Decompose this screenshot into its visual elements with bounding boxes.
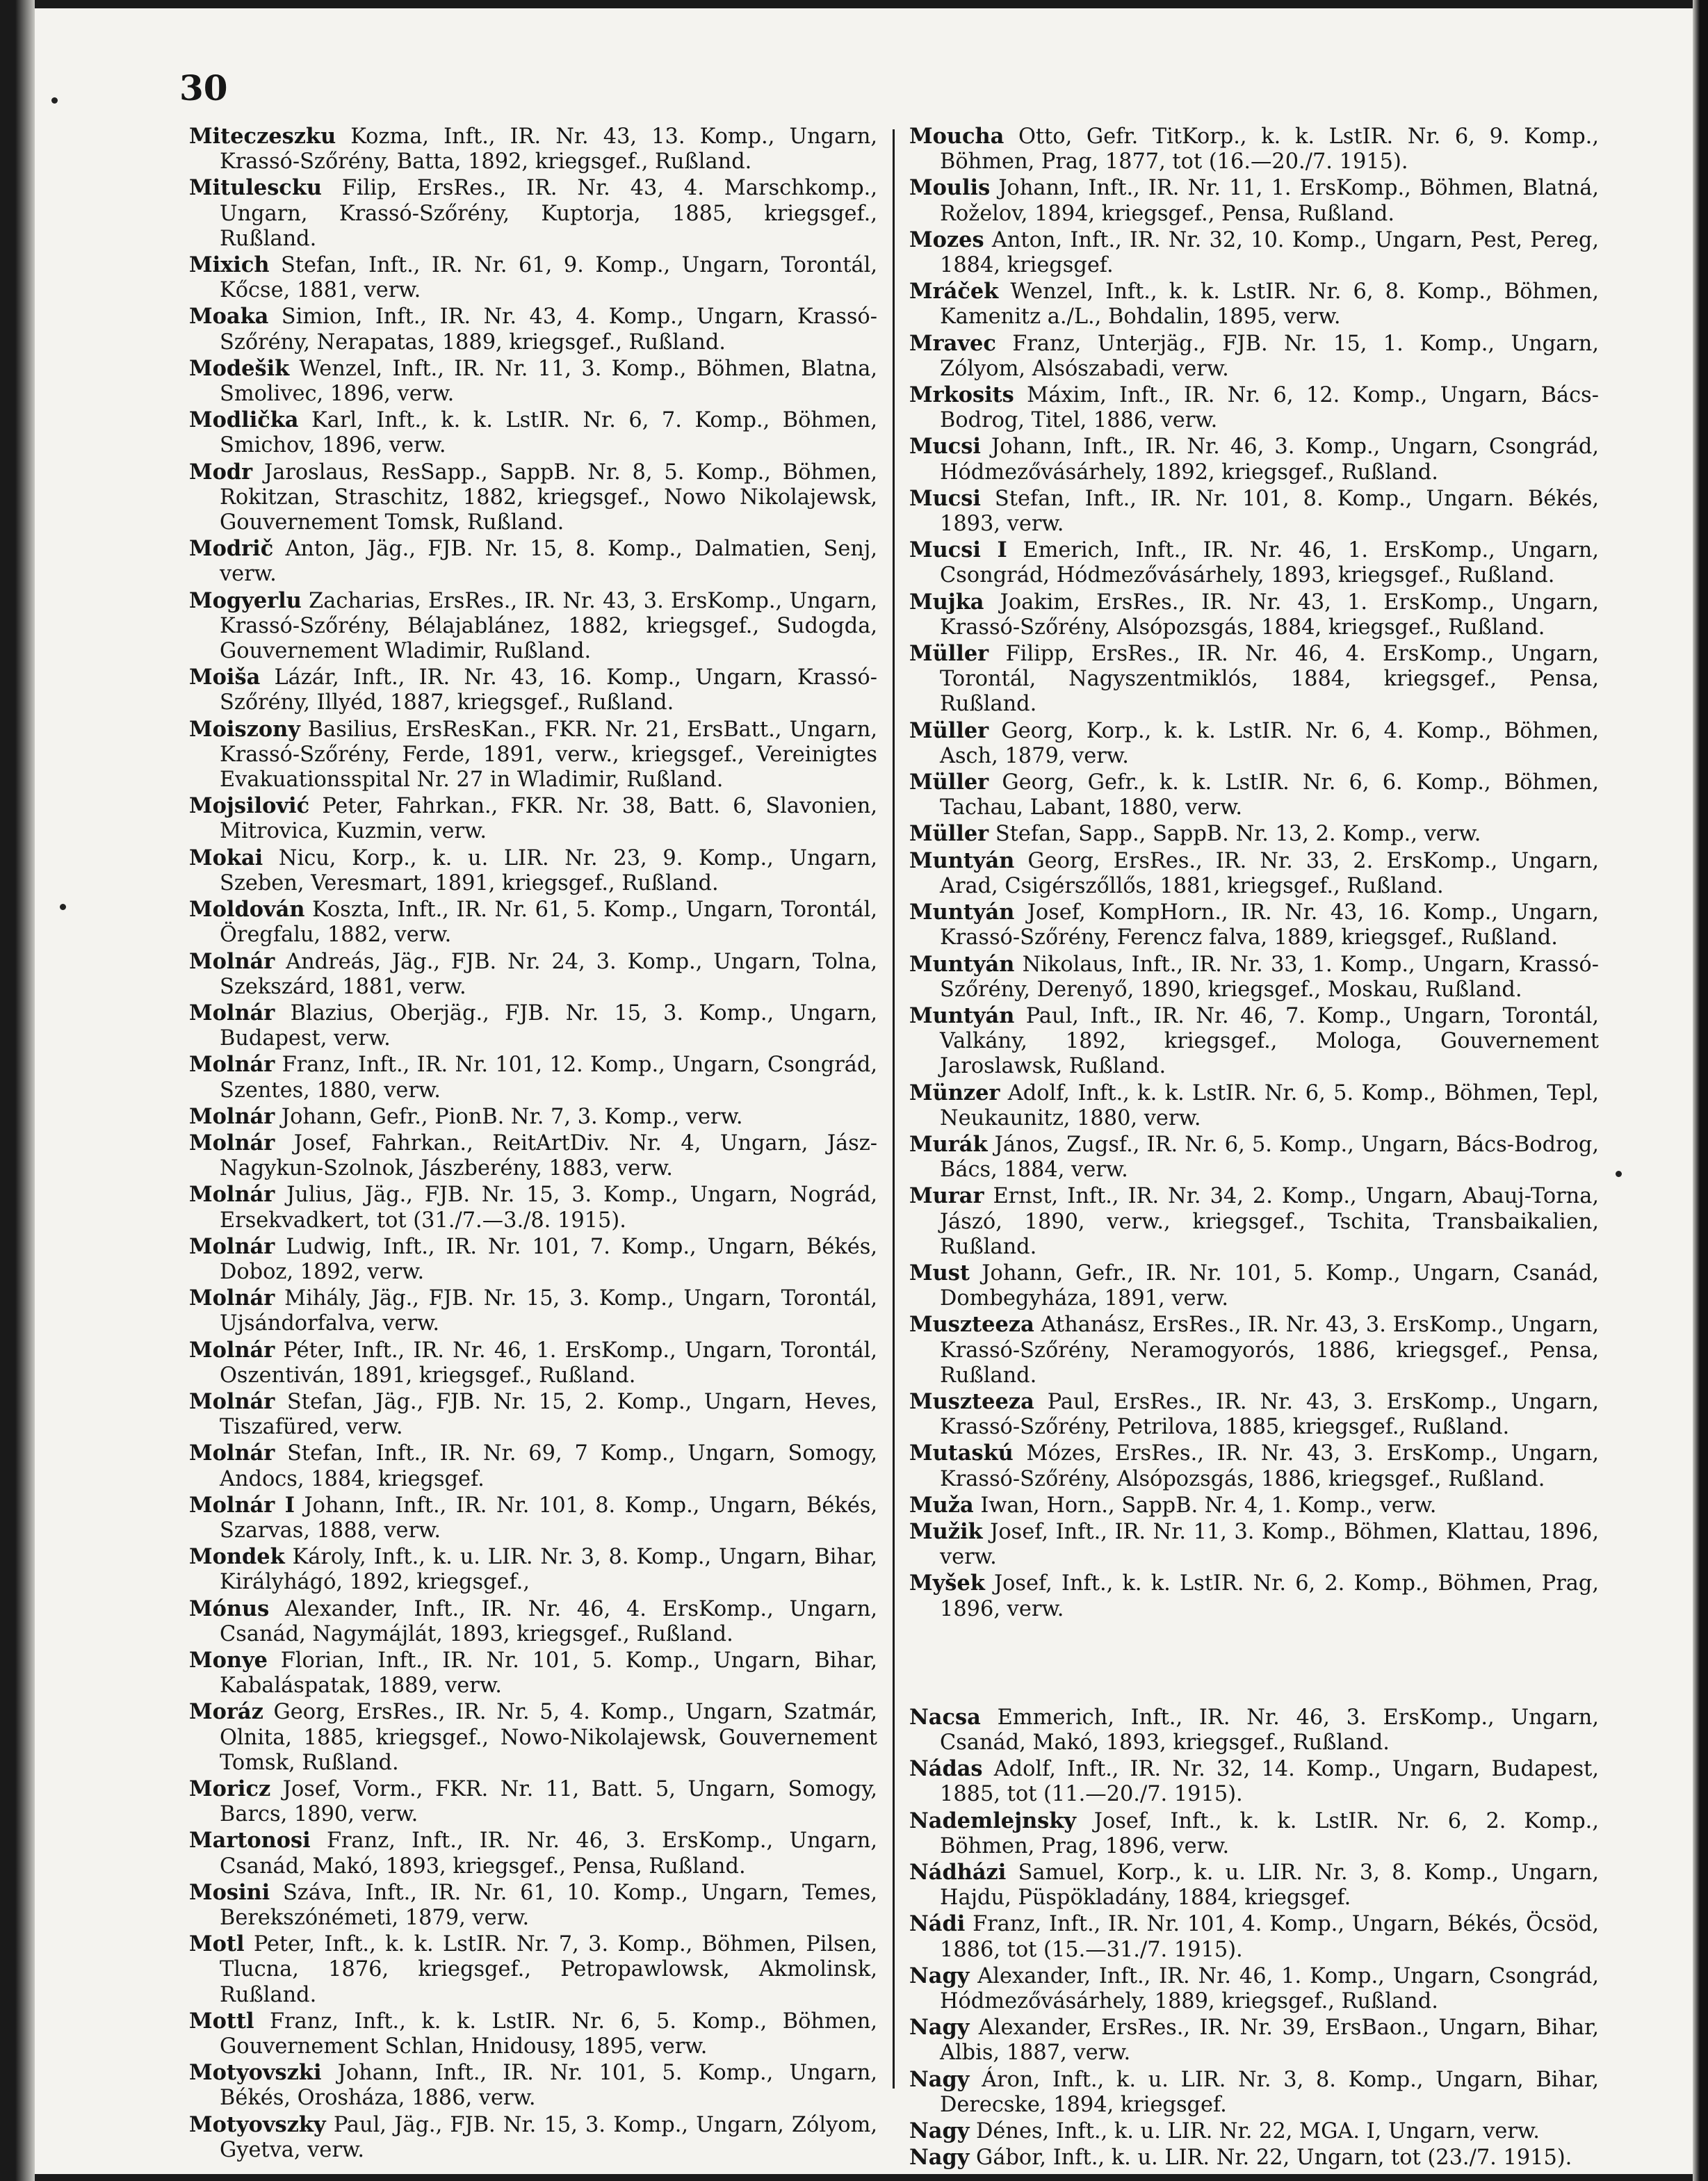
column-divider (893, 129, 895, 2089)
entry-surname: Modešik (189, 355, 290, 381)
right-column (909, 124, 1599, 2171)
entry-surname: Müller (909, 770, 989, 795)
entry-details: Georg, ErsRes., IR. Nr. 5, 4. Komp., Ungarn, Szatmár, Olnita, 1885, kriegsgef., Nowo-Nikolajewsk, Gouvernement Tomsk, Rußland. (220, 1700, 877, 1775)
entry-details: Peter, Fahrkan., FKR. Nr. 38, Batt. 6, Slavonien, Mitrovica, Kuzmin, verw. (220, 794, 877, 844)
entry-surname: Muntyán (909, 900, 1015, 925)
register-entry (189, 717, 877, 793)
entry-details: Johann, Gefr., IR. Nr. 101, 5. Komp., Ungarn, Csanád, Dombegyháza, 1891, verw. (940, 1260, 1599, 1311)
entry-surname: Moaka (189, 304, 269, 330)
entry-details: Joakim, ErsRes., IR. Nr. 43, 1. ErsKomp., Ungarn, Krassó-Szőrény, Alsópozsgás, 1884, kriegsgef., Rußland. (940, 590, 1599, 640)
entry-details: Emmerich, Inft., IR. Nr. 46, 3. ErsKomp., Ungarn, Csanád, Makó, 1893, kriegsgef., Rußland. (940, 1705, 1599, 1755)
entry-surname: Molnár (189, 1130, 275, 1156)
entry-surname: Molnár (189, 1052, 275, 1078)
entry-details: Samuel, Korp., k. u. LIR. Nr. 3, 8. Komp., Ungarn, Hajdu, Püspökladány, 1884, kriegsgef. (940, 1860, 1599, 1911)
entry-surname: Nádi (909, 1911, 966, 1937)
entry-surname: Mojsilović (189, 793, 310, 819)
register-entry (189, 2112, 877, 2163)
entry-surname: Molnár (189, 1337, 275, 1363)
register-entry (189, 1596, 877, 1647)
register-entry (189, 1828, 877, 1879)
register-entry (909, 770, 1599, 820)
register-entry (909, 1571, 1599, 1621)
entry-surname: Muntyán (909, 848, 1015, 873)
entry-surname: Mráček (909, 279, 999, 305)
entry-details: Iwan, Horn., SappB. Nr. 4, 1. Komp., verw. (973, 1493, 1437, 1518)
entry-surname: Nagy (909, 1963, 970, 1988)
register-entry (189, 536, 877, 587)
entry-surname: Müller (909, 821, 989, 847)
entry-surname: Muža (909, 1492, 974, 1518)
entry-surname: Moiszony (189, 716, 300, 742)
entry-details: Wenzel, Inft., k. k. LstIR. Nr. 6, 8. Komp., Böhmen, Kamenitz a./L., Bohdalin, 1895, verw. (940, 279, 1599, 330)
entry-surname: Nádházi (909, 1860, 1007, 1885)
page-number: 30 (179, 67, 228, 108)
entry-surname: Mónus (189, 1596, 270, 1621)
register-entry (909, 227, 1599, 278)
entry-details: Basilius, ErsResKan., FKR. Nr. 21, ErsBatt., Ungarn, Krassó-Szőrény, Ferde, 1891, verw., kriegsgef., Vereinigtes Evakuationsspital Nr. 27 in Wladimir, Rußland. (220, 717, 877, 793)
register-entry (189, 304, 877, 355)
entry-surname: Modrič (189, 536, 274, 562)
entry-surname: Nádas (909, 1756, 983, 1782)
register-entry (189, 2060, 877, 2111)
left-column (189, 124, 877, 2164)
register-entry (909, 1260, 1599, 1311)
entry-details: Andreás, Jäg., FJB. Nr. 24, 3. Komp., Ungarn, Tolna, Szekszárd, 1881, verw. (220, 949, 877, 999)
register-entry (189, 1000, 877, 1051)
entry-details: Franz, Inft., k. k. LstIR. Nr. 6, 5. Komp., Böhmen, Gouvernement Schlan, Hnidousy, 1895, verw. (220, 2009, 877, 2059)
register-entry (909, 1003, 1599, 1080)
entry-surname: Mosini (189, 1879, 270, 1905)
entry-surname: Nacsa (909, 1704, 981, 1730)
register-entry (909, 434, 1599, 485)
entry-surname: Mondek (189, 1544, 285, 1570)
entry-surname: Mutaskú (909, 1441, 1014, 1466)
entry-surname: Nagy (909, 2118, 970, 2144)
entry-details: Máxim, Inft., IR. Nr. 6, 12. Komp., Ungarn, Bács-Bodrog, Titel, 1886, verw. (940, 383, 1599, 433)
register-entry (189, 175, 877, 252)
register-entry (189, 124, 877, 175)
scan-speck (51, 97, 58, 104)
entry-surname: Molnár I (189, 1492, 295, 1518)
entry-details: Paul, Jäg., FJB. Nr. 15, 3. Komp., Ungarn, Zólyom, Gyetva, verw. (220, 2112, 877, 2162)
register-entry (189, 252, 877, 303)
scan-edge-top (0, 0, 1708, 8)
entry-surname: Mrkosits (909, 382, 1014, 408)
entry-surname: Moucha (909, 124, 1005, 149)
entry-surname: Murar (909, 1183, 984, 1209)
entry-details: Wenzel, Inft., IR. Nr. 11, 3. Komp., Böhmen, Blatna, Smolivec, 1896, verw. (220, 356, 877, 407)
register-entry (909, 2015, 1599, 2066)
register-entry (189, 356, 877, 407)
scan-edge-right (1693, 0, 1708, 2181)
register-entry (189, 1234, 877, 1285)
entry-surname: Mogyerlu (189, 587, 302, 613)
entry-surname: Murák (909, 1131, 988, 1157)
register-entry (909, 1808, 1599, 1859)
entry-surname: Moldován (189, 897, 305, 923)
entry-surname: Must (909, 1260, 970, 1286)
entry-details: Jaroslaus, ResSapp., SappB. Nr. 8, 5. Komp., Böhmen, Rokitzan, Straschitz, 1882, kriegsgef., Nowo Nikolajewsk, Gouvernement Tomsk, Rußland. (220, 460, 877, 535)
entry-details: Lázár, Inft., IR. Nr. 43, 16. Komp., Ungarn, Krassó-Szőrény, Illyéd, 1887, kriegsgef., Rußland. (220, 665, 877, 715)
entry-details: Ernst, Inft., IR. Nr. 34, 2. Komp., Ungarn, Abauj-Torna, Jászó, 1890, verw., kriegsgef., Tschita, Transbaikalien, Rußland. (940, 1184, 1599, 1259)
entry-details: Mózes, ErsRes., IR. Nr. 43, 3. ErsKomp., Ungarn, Krassó-Szőrény, Alsópozsgás, 1886, kriegsgef., Rußland. (940, 1441, 1599, 1491)
entry-surname: Mucsi (909, 434, 981, 460)
entry-surname: Mucsi I (909, 537, 1007, 563)
entry-surname: Modr (189, 459, 253, 485)
register-entry (909, 331, 1599, 382)
entry-details: János, Zugsf., IR. Nr. 6, 5. Komp., Ungarn, Bács-Bodrog, Bács, 1884, verw. (940, 1132, 1599, 1183)
entry-surname: Modlička (189, 407, 299, 433)
register-entry (189, 1648, 877, 1698)
entry-details: Ludwig, Inft., IR. Nr. 101, 7. Komp., Ungarn, Békés, Doboz, 1892, verw. (220, 1234, 877, 1284)
entry-details: Johann, Gefr., PionB. Nr. 7, 3. Komp., verw. (275, 1104, 743, 1129)
entry-details: Julius, Jäg., FJB. Nr. 15, 3. Komp., Ungarn, Nográd, Ersekvadkert, tot (31./7.—3./8. 1915). (220, 1183, 877, 1233)
entry-details: Franz, Inft., IR. Nr. 101, 12. Komp., Ungarn, Csongrád, Szentes, 1880, verw. (220, 1053, 877, 1103)
register-entry (909, 1389, 1599, 1440)
entry-details: Gábor, Inft., k. u. LIR. Nr. 22, Ungarn, tot (23./7. 1915). (969, 2146, 1572, 2171)
entry-surname: Nademlejnsky (909, 1808, 1077, 1833)
entry-surname: Moulis (909, 175, 991, 201)
entry-surname: Mravec (909, 330, 996, 356)
entry-details: Otto, Gefr. TitKorp., k. k. LstIR. Nr. 6, 9. Komp., Böhmen, Prag, 1877, tot (16.—20./7. 1915). (940, 124, 1599, 175)
entry-details: Filip, ErsRes., IR. Nr. 43, 4. Marschkomp., Ungarn, Krassó-Szőrény, Kuptorja, 1885, kriegsgef., Rußland. (220, 176, 877, 251)
register-entry (909, 486, 1599, 537)
entry-details: Georg, Korp., k. k. LstIR. Nr. 6, 4. Komp., Böhmen, Asch, 1879, verw. (940, 718, 1599, 768)
entry-details: Florian, Inft., IR. Nr. 101, 5. Komp., Ungarn, Bihar, Kabaláspatak, 1889, verw. (220, 1648, 877, 1698)
entry-details: Johann, Inft., IR. Nr. 101, 5. Komp., Ungarn, Békés, Orosháza, 1886, verw. (220, 2061, 877, 2111)
register-entry (189, 665, 877, 715)
entry-details: Karl, Inft., k. k. LstIR. Nr. 6, 7. Komp., Böhmen, Smichov, 1896, verw. (220, 408, 877, 458)
entry-surname: Muszteeza (909, 1388, 1034, 1414)
entry-details: Stefan, Inft., IR. Nr. 69, 7 Komp., Ungarn, Somogy, Andocs, 1884, kriegsgef. (220, 1441, 877, 1491)
entry-surname: Martonosi (189, 1828, 311, 1854)
entry-surname: Molnár (189, 1388, 275, 1414)
register-entry (909, 641, 1599, 717)
register-entry (909, 1312, 1599, 1388)
register-entry (909, 848, 1599, 899)
entry-details: Nicu, Korp., k. u. LIR. Nr. 23, 9. Komp., Ungarn, Szeben, Veresmart, 1891, kriegsgef., Rußland. (220, 845, 877, 895)
register-entry (909, 382, 1599, 433)
entry-details: Péter, Inft., IR. Nr. 46, 1. ErsKomp., Ungarn, Torontál, Oszentiván, 1891, kriegsgef., Rußland. (220, 1338, 877, 1388)
entry-details: Anton, Inft., IR. Nr. 32, 10. Komp., Ungarn, Pest, Pereg, 1884, kriegsgef. (940, 227, 1599, 278)
register-entry (189, 1182, 877, 1233)
scan-speck (1616, 1171, 1622, 1177)
entry-details: Alexander, Inft., IR. Nr. 46, 4. ErsKomp., Ungarn, Csanád, Nagymájlát, 1893, kriegsgef., Rußland. (220, 1596, 877, 1646)
register-entry (909, 1080, 1599, 1131)
entry-surname: Mitulescku (189, 175, 322, 201)
register-entry (909, 1183, 1599, 1260)
register-entry (189, 793, 877, 844)
entry-details: Anton, Jäg., FJB. Nr. 15, 8. Komp., Dalmatien, Senj, verw. (220, 537, 877, 587)
entry-surname: Nagy (909, 2145, 970, 2171)
entry-surname: Moiša (189, 665, 261, 690)
entry-details: Filipp, ErsRes., IR. Nr. 46, 4. ErsKomp., Ungarn, Torontál, Nagyszentmiklós, 1884, kriegsgef., Pensa, Rußland. (940, 642, 1599, 717)
entry-details: Kozma, Inft., IR. Nr. 43, 13. Komp., Ungarn, Krassó-Szőrény, Batta, 1892, kriegsgef., Rußland. (220, 124, 877, 175)
register-entry (909, 537, 1599, 588)
register-entry (909, 175, 1599, 226)
entry-details: Josef, Vorm., FKR. Nr. 11, Batt. 5, Ungarn, Somogy, Barcs, 1890, verw. (220, 1777, 877, 1827)
register-entry (189, 407, 877, 458)
entry-surname: Moráz (189, 1699, 263, 1725)
register-entry (189, 588, 877, 665)
entry-surname: Mokai (189, 845, 263, 870)
entry-surname: Mužik (909, 1518, 983, 1544)
entry-details: Dénes, Inft., k. u. LIR. Nr. 22, MGA. I, Ungarn, verw. (969, 2119, 1540, 2144)
entry-surname: Münzer (909, 1080, 1000, 1105)
register-entry (909, 1756, 1599, 1807)
entry-surname: Miteczeszku (189, 124, 336, 149)
entry-surname: Molnár (189, 1103, 275, 1129)
entry-details: Simion, Inft., IR. Nr. 43, 4. Komp., Ungarn, Krassó-Szőrény, Nerapatas, 1889, kriegsgef., Rußland. (220, 305, 877, 355)
register-entry (189, 1776, 877, 1827)
entry-surname: Mujka (909, 589, 984, 615)
entry-surname: Mixich (189, 252, 270, 278)
register-entry (909, 124, 1599, 175)
entry-details: Károly, Inft., k. u. LIR. Nr. 3, 8. Komp., Ungarn, Bihar, Királyhágó, 1892, kriegsgef., (220, 1545, 877, 1595)
register-entry (189, 2009, 877, 2059)
entry-surname: Müller (909, 717, 989, 743)
entry-surname: Molnár (189, 1000, 275, 1025)
register-entry (909, 1493, 1599, 1518)
entry-details: Száva, Inft., IR. Nr. 61, 10. Komp., Ungarn, Temes, Berekszónémeti, 1879, verw. (220, 1880, 877, 1931)
register-entry (189, 460, 877, 536)
entry-details: Paul, ErsRes., IR. Nr. 43, 3. ErsKomp., Ungarn, Krassó-Szőrény, Petrilova, 1885, kriegsgef., Rußland. (940, 1389, 1599, 1440)
entry-details: Alexander, Inft., IR. Nr. 46, 1. Komp., Ungarn, Csongrád, Hódmezővásárhely, 1889, kriegsgef., Rußland. (940, 1963, 1599, 2014)
register-entry (909, 2067, 1599, 2118)
register-entry (189, 845, 877, 896)
register-entry (189, 949, 877, 1000)
entry-surname: Myšek (909, 1571, 985, 1596)
entry-details: Athanász, ErsRes., IR. Nr. 43, 3. ErsKomp., Ungarn, Krassó-Szőrény, Neramogyorós, 1886, kriegsgef., Pensa, Rußland. (940, 1313, 1599, 1388)
entry-surname: Nagy (909, 2066, 970, 2092)
register-entry (909, 2118, 1599, 2144)
entry-details: Josef, Fahrkan., ReitArtDiv. Nr. 4, Ungarn, Jász-Nagykun-Szolnok, Jászberény, 1883, verw. (220, 1130, 877, 1181)
register-entry (909, 900, 1599, 950)
scan-edge-left (0, 0, 35, 2181)
entry-surname: Motyovszki (189, 2060, 322, 2086)
entry-details: Emerich, Inft., IR. Nr. 46, 1. ErsKomp., Ungarn, Csongrád, Hódmezővásárhely, 1893, kriegsgef., Rußland. (940, 538, 1599, 588)
register-entry (909, 952, 1599, 1003)
entry-surname: Molnár (189, 948, 275, 974)
entry-surname: Moricz (189, 1776, 271, 1801)
register-entry (189, 1389, 877, 1440)
entry-surname: Muntyán (909, 951, 1015, 977)
entry-details: Stefan, Jäg., FJB. Nr. 15, 2. Komp., Ungarn, Heves, Tiszafüred, verw. (220, 1389, 877, 1440)
entry-details: Josef, Inft., k. k. LstIR. Nr. 6, 2. Komp., Böhmen, Prag, 1896, verw. (940, 1571, 1599, 1621)
entry-details: Georg, ErsRes., IR. Nr. 33, 2. ErsKomp., Ungarn, Arad, Csigérszőllős, 1881, kriegsgef., Rußland. (940, 848, 1599, 898)
entry-details: Zacharias, ErsRes., IR. Nr. 43, 3. ErsKomp., Ungarn, Krassó-Szőrény, Bélajablánez, 1882, kriegsgef., Sudogda, Gouvernement Wladimir, Rußland. (220, 588, 877, 664)
entry-details: Adolf, Inft., IR. Nr. 32, 14. Komp., Ungarn, Budapest, 1885, tot (11.—20./7. 1915). (940, 1757, 1599, 1807)
entry-details: Josef, Inft., IR. Nr. 11, 3. Komp., Böhmen, Klattau, 1896, verw. (940, 1519, 1599, 1570)
entry-surname: Molnár (189, 1233, 275, 1259)
register-entry (189, 1286, 877, 1336)
register-entry (189, 1052, 877, 1103)
entry-details: Johann, Inft., IR. Nr. 46, 3. Komp., Ungarn, Csongrád, Hódmezővásárhely, 1892, kriegsgef., Rußland. (940, 435, 1599, 485)
entry-details: Franz, Unterjäg., FJB. Nr. 15, 1. Komp., Ungarn, Zólyom, Alsószabadi, verw. (940, 331, 1599, 381)
register-entry (909, 1911, 1599, 1962)
register-entry (189, 1699, 877, 1776)
letter-section-gap (909, 1623, 1599, 1705)
register-entry (189, 1493, 877, 1543)
entry-surname: Mozes (909, 227, 984, 252)
register-entry (909, 279, 1599, 330)
register-entry (909, 821, 1599, 847)
entry-surname: Muntyán (909, 1003, 1015, 1028)
entry-surname: Molnár (189, 1441, 275, 1466)
register-entry (909, 590, 1599, 640)
register-entry (909, 1705, 1599, 1756)
entry-details: Paul, Inft., IR. Nr. 46, 7. Komp., Ungarn, Torontál, Valkány, 1892, kriegsgef., Mologa, Gouvernement Jaroslawsk, Rußland. (940, 1003, 1599, 1079)
entry-details: Georg, Gefr., k. k. LstIR. Nr. 6, 6. Komp., Böhmen, Tachau, Labant, 1880, verw. (940, 770, 1599, 820)
entry-details: Koszta, Inft., IR. Nr. 61, 5. Komp., Ungarn, Torontál, Öregfalu, 1882, verw. (220, 898, 877, 948)
entry-surname: Motyovszky (189, 2111, 326, 2137)
entry-surname: Muszteeza (909, 1312, 1034, 1338)
register-entry (909, 1441, 1599, 1491)
register-entry (189, 1338, 877, 1388)
entry-details: Stefan, Inft., IR. Nr. 101, 8. Komp., Ungarn. Békés, 1893, verw. (940, 486, 1599, 537)
entry-details: Stefan, Inft., IR. Nr. 61, 9. Komp., Ungarn, Torontál, Kőcse, 1881, verw. (220, 253, 877, 303)
entry-details: Alexander, ErsRes., IR. Nr. 39, ErsBaon., Ungarn, Bihar, Albis, 1887, verw. (940, 2016, 1599, 2066)
entry-details: Josef, KompHorn., IR. Nr. 43, 16. Komp., Ungarn, Krassó-Szőrény, Ferencz falva, 1889, kriegsgef., Rußland. (940, 900, 1599, 950)
register-entry (189, 897, 877, 948)
register-entry (189, 1441, 877, 1491)
scan-speck (60, 904, 66, 910)
scan-edge-bottom (0, 2174, 1708, 2181)
register-entry (909, 1132, 1599, 1183)
register-entry (189, 1130, 877, 1181)
entry-surname: Molnár (189, 1286, 275, 1311)
entry-details: Adolf, Inft., k. k. LstIR. Nr. 6, 5. Komp., Böhmen, Tepl, Neukaunitz, 1880, verw. (940, 1080, 1599, 1130)
entry-details: Franz, Inft., IR. Nr. 46, 3. ErsKomp., Ungarn, Csanád, Makó, 1893, kriegsgef., Pensa, Rußland. (220, 1829, 877, 1879)
register-entry (189, 1104, 877, 1130)
entry-surname: Mucsi (909, 485, 981, 511)
register-entry (189, 1544, 877, 1595)
entry-details: Johann, Inft., IR. Nr. 101, 8. Komp., Ungarn, Békés, Szarvas, 1888, verw. (220, 1493, 877, 1543)
entry-details: Mihály, Jäg., FJB. Nr. 15, 3. Komp., Ungarn, Torontál, Ujsándorfalva, verw. (220, 1286, 877, 1336)
register-entry (189, 1880, 877, 1931)
entry-details: Blazius, Oberjäg., FJB. Nr. 15, 3. Komp., Ungarn, Budapest, verw. (220, 1000, 877, 1051)
entry-details: Peter, Inft., k. k. LstIR. Nr. 7, 3. Komp., Böhmen, Pilsen, Tlucna, 1876, kriegsgef., Petropawlowsk, Akmolinsk, Rußland. (220, 1932, 877, 2007)
register-entry (909, 1963, 1599, 2014)
register-entry (909, 2145, 1599, 2171)
entry-surname: Müller (909, 641, 989, 667)
register-entry (909, 718, 1599, 769)
entry-details: Josef, Inft., k. k. LstIR. Nr. 6, 2. Komp., Böhmen, Prag, 1896, verw. (940, 1808, 1599, 1858)
entry-details: Johann, Inft., IR. Nr. 11, 1. ErsKomp., Böhmen, Blatná, Roželov, 1894, kriegsgef., Pensa, Rußland. (940, 176, 1599, 226)
entry-details: Stefan, Sapp., SappB. Nr. 13, 2. Komp., verw. (989, 822, 1481, 847)
entry-surname: Mottl (189, 2008, 254, 2034)
entry-surname: Molnár (189, 1182, 275, 1208)
entry-details: Áron, Inft., k. u. LIR. Nr. 3, 8. Komp., Ungarn, Bihar, Derecske, 1894, kriegsgef. (940, 2067, 1599, 2117)
register-entry (909, 1519, 1599, 1570)
entry-details: Franz, Inft., IR. Nr. 101, 4. Komp., Ungarn, Békés, Öcsöd, 1886, tot (15.—31./7. 1915). (940, 1912, 1599, 1962)
entry-details: Nikolaus, Inft., IR. Nr. 33, 1. Komp., Ungarn, Krassó-Szőrény, Derenyő, 1890, kriegsgef., Moskau, Rußland. (940, 952, 1599, 1002)
register-entry (909, 1860, 1599, 1911)
entry-surname: Monye (189, 1647, 268, 1673)
register-entry (189, 1931, 877, 2008)
entry-surname: Motl (189, 1931, 245, 1957)
entry-surname: Nagy (909, 2015, 970, 2041)
